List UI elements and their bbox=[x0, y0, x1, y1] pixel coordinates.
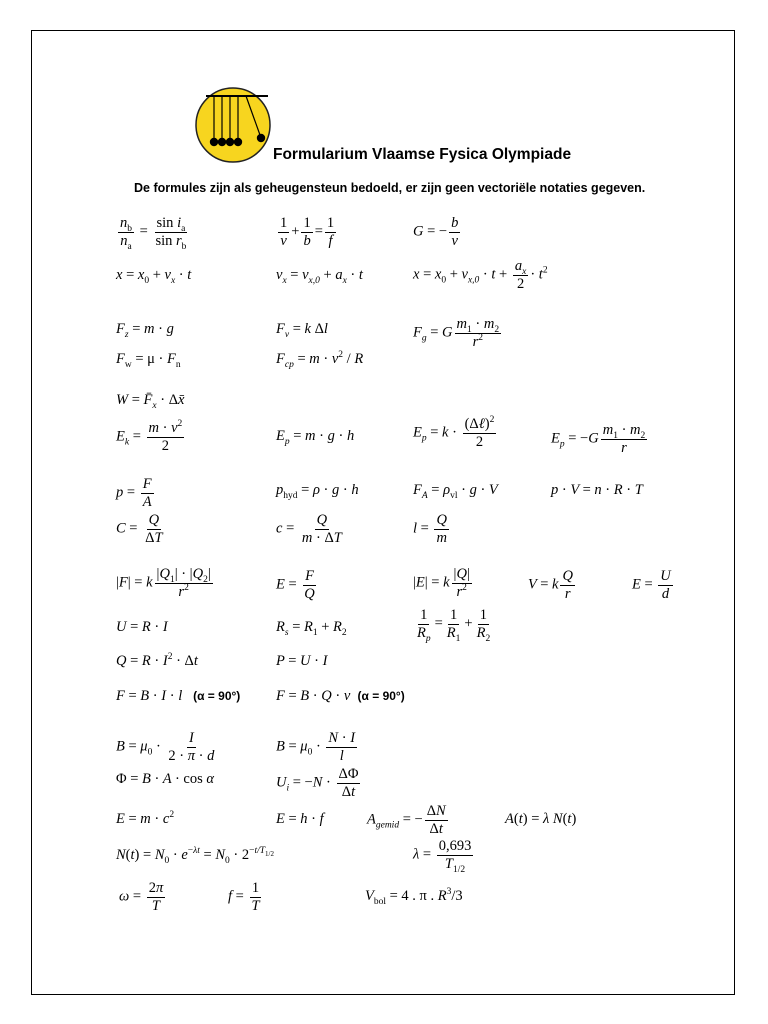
formula-mass-energy: $E = m \cdot c^2$ bbox=[116, 810, 175, 827]
formula-photon-energy: E = h · f bbox=[276, 811, 324, 827]
formula-series-resistance: $R_s = R_1 + R_2$ bbox=[276, 619, 347, 638]
formula-centripetal: $F_{cp} = m \cdot v^2 / R$ bbox=[276, 350, 364, 370]
formula-lorentz-wire: F = B · I · l (α = 90°) bbox=[116, 688, 241, 704]
formula-latent-heat: l = $\frac{Q}{m}$ bbox=[413, 512, 447, 546]
formula-field-point-charge: |E| = k $\frac{|Q|}{r^2}$ bbox=[413, 566, 470, 600]
formula-gravity-force: $F_z = m \cdot g$ bbox=[116, 321, 174, 340]
formula-uniform-field: E = $\frac{U}{d}$ bbox=[632, 568, 671, 602]
formula-elastic-energy: $E_p = k$ · $\frac{(\Delta\ell)^2}{2}$ bbox=[413, 415, 495, 450]
formula-activity: A(t) = λ N(t) bbox=[505, 811, 577, 827]
pendulum-logo-icon bbox=[194, 86, 272, 169]
formula-kinetic-energy: $E_k$ = $\frac{m \cdot v^2}{2}$ bbox=[116, 419, 183, 454]
formula-sphere-volume: $V_{bol} = 4$ . π . $R^3/3$ bbox=[365, 887, 463, 907]
formula-position-uniform: $x = x_0 + v_x \cdot t$ bbox=[116, 267, 192, 286]
formula-gravitation: $F_g = G$ $\frac{m_1 \cdot m_2}{r^2}$ bbox=[413, 316, 500, 350]
formula-ohm: U = R · I bbox=[116, 619, 168, 635]
formula-potential-energy: $E_p = m \cdot g \cdot h$ bbox=[276, 428, 355, 447]
formula-snell: $\frac{n_b}{n_a}$ = $\frac{\sin i_a}{\sin r_b}$ bbox=[120, 215, 187, 252]
formula-angular-frequency: ω = $\frac{2\pi}{T}$ bbox=[119, 880, 164, 914]
formula-spring-force: $F_v = k$ Δl bbox=[276, 321, 328, 340]
formula-position-accelerated: $x = x_0 + v_{x,0} \cdot t$ + $\frac{a_x}{2}$ · $t^2$ bbox=[413, 258, 548, 292]
formula-flux: Φ = B · A · cos α bbox=[116, 771, 214, 787]
formula-lens: $\frac{1}{v}$ + $\frac{1}{b}$ = $\frac{1}{f}$ bbox=[280, 215, 335, 249]
formula-hydrostatic-pressure: $p_{hyd} = \rho \cdot g \cdot h$ bbox=[276, 482, 359, 501]
formula-heat-capacity: C = $\frac{Q}{\Delta T}$ bbox=[116, 512, 163, 546]
formula-decay-law: $N(t) = N_0 \cdot e^{-\lambda t} = N_0 \cdot 2^{-t/T_{1/2}}$ bbox=[116, 846, 274, 866]
formula-joule-heat: $Q = R \cdot I^2 \cdot \Delta t$ bbox=[116, 652, 198, 669]
document-subtitle: De formules zijn als geheugensteun bedoeld, er zijn geen vectoriële notaties gegeven. bbox=[134, 181, 646, 195]
formula-ideal-gas: p · V = n · R · T bbox=[551, 482, 643, 498]
formula-electric-field: E = $\frac{F}{Q}$ bbox=[276, 568, 315, 602]
formula-parallel-resistance: $\frac{1}{R_p}$ = $\frac{1}{R_1}$ + $\frac{1}{R_2}$ bbox=[417, 607, 491, 644]
formula-buoyancy: $F_A = \rho_{vl} \cdot g \cdot V$ bbox=[413, 482, 498, 501]
formula-coulomb: |F| = k $\frac{|Q_1| \cdot |Q_2|}{r^2}$ bbox=[116, 566, 211, 600]
formula-power: P = U · I bbox=[276, 653, 328, 669]
formula-work: $W = F̄_x$ · Δx̄ bbox=[116, 392, 185, 411]
formula-induction: $U_i = -N$ · $\frac{\Delta\Phi}{\Delta t}$ bbox=[276, 766, 359, 800]
formula-pressure: p = $\frac{F}{A}$ bbox=[116, 476, 152, 510]
formula-specific-heat: c = $\frac{Q}{m \cdot \Delta T}$ bbox=[276, 512, 342, 546]
formula-decay-constant: λ = $\frac{0,693}{T_{1/2}}$ bbox=[413, 838, 472, 875]
formula-average-activity: $A_{gemid}$ = − $\frac{\Delta N}{\Delta t}$ bbox=[367, 803, 446, 837]
formula-potential: V = k $\frac{Q}{r}$ bbox=[528, 568, 573, 602]
formula-frequency: f = $\frac{1}{T}$ bbox=[228, 880, 260, 914]
formula-velocity: $v_x = v_{x,0} + a_x \cdot t$ bbox=[276, 267, 363, 286]
formula-field-solenoid: $B = \mu_0$ · $\frac{N \cdot I}{l}$ bbox=[276, 730, 356, 764]
document-title: Formularium Vlaamse Fysica Olympiade bbox=[273, 146, 572, 163]
formula-field-wire: $B = \mu_0$ · $\frac{I}{2 \cdot \pi \cdot d}$ bbox=[116, 730, 215, 764]
formula-lorentz-charge: F = B · Q · v (α = 90°) bbox=[276, 688, 405, 704]
formula-magnification: G = − $\frac{b}{v}$ bbox=[413, 215, 459, 249]
formula-gravitational-energy: $E_p = -G$ $\frac{m_1 \cdot m_2}{r}$ bbox=[551, 422, 646, 456]
formula-friction: $F_w = \mu \cdot F_n$ bbox=[116, 351, 181, 370]
